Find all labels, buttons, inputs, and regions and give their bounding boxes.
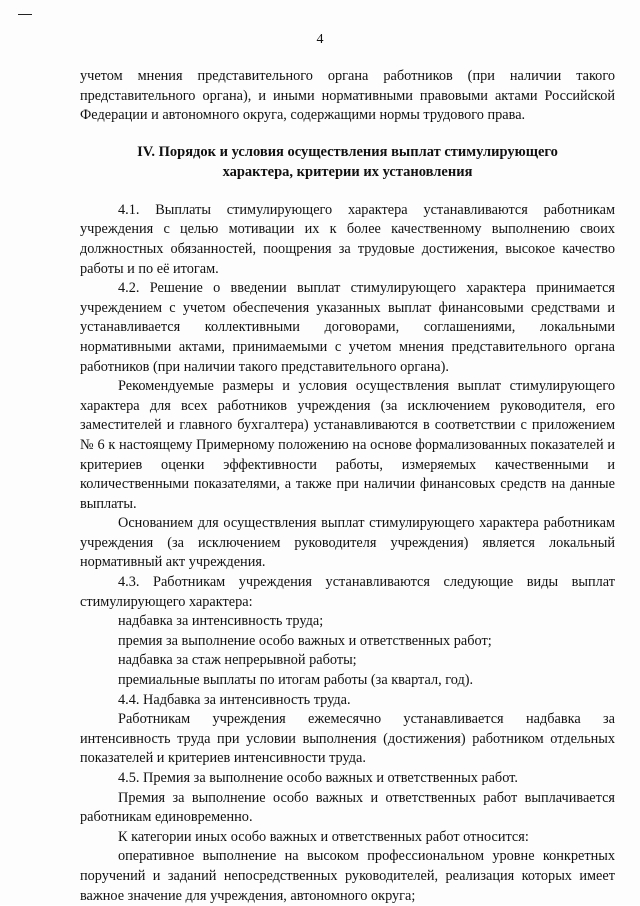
paragraph-continuation: учетом мнения представительного органа работников (при наличии такого представительного органа), и иными нормативными правовыми актами Российской Федерации и автономного округа, содержащими нормы трудового права. (80, 68, 615, 124)
paragraph-category: К категории иных особо важных и ответственных работ относится: (118, 828, 529, 845)
list-item: премиальные выплаты по итогам работы (за квартал, год). (118, 672, 474, 689)
paragraph-operational: оперативное выполнение на высоком профессиональном уровне конкретных поручений и заданий непосредственных руководителей, реализация которых имеет важное значение для учреждения, автономного округа; (80, 848, 615, 904)
paragraph-4-3: 4.3. Работникам учреждения устанавливаются следующие виды выплат стимулирующего характера: (80, 574, 615, 610)
list-item: премия за выполнение особо важных и ответственных работ; (118, 632, 492, 649)
section-heading (80, 142, 615, 182)
page-number: 4 (316, 32, 324, 47)
paragraph-basis: Основанием для осуществления выплат стимулирующего характера работникам учреждения (за исключением руководителя учреждения) является локальный нормативный акт учреждения. (80, 515, 615, 571)
list-item: надбавка за стаж непрерывной работы; (118, 652, 357, 669)
paragraph-bonus-payment: Премия за выполнение особо важных и ответственных работ выплачивается работникам единовременно. (80, 789, 615, 826)
paragraph-4-2: 4.2. Решение о введении выплат стимулирующего характера принимается учреждением с учетом обеспечения указанных выплат финансовыми средствами и устанавливается коллективными договорами, соглашениями, локальными нормативными актами, принимаемыми с учетом мнения представительного органа работников (при наличии такого представительного органа). (80, 280, 615, 375)
corner-mark (18, 14, 32, 15)
list-item: надбавка за интенсивность труда; (118, 613, 324, 630)
paragraph-4-5: 4.5. Премия за выполнение особо важных и ответственных работ. (118, 770, 518, 786)
section-heading-line-1: IV. Порядок и условия осуществления выплат стимулирующего (137, 143, 558, 160)
paragraph-intensity-bonus: Работникам учреждения ежемесячно устанавливается надбавка за интенсивность труда при условии выполнения (достижения) работником отдельных показателей и критериев интенсивности труда. (80, 711, 615, 767)
document-body (80, 67, 615, 906)
paragraph-4-4: 4.4. Надбавка за интенсивность труда. (118, 691, 351, 708)
section-heading-line-2: характера, критерии их установления (222, 163, 473, 180)
paragraph-recommended-sizes: Рекомендуемые размеры и условия осуществления выплат стимулирующего характера для всех работников учреждения (за исключением руководителя, его заместителей и главного бухгалтера) устанавливаются в соответствии с приложением № 6 к настоящему Примерному положению на основе формализованных показателей и критериев оценки эффективности работы, измеряемых качественными и количественными показателями, а также при наличии финансовых средств на данные выплаты. (80, 378, 615, 512)
paragraph-4-1: 4.1. Выплаты стимулирующего характера устанавливаются работникам учреждения с целью мотивации их к более качественному выполнению своих должностных обязанностей, поощрения за трудовые достижения, высокое качество работы и по её итогам. (80, 201, 615, 277)
